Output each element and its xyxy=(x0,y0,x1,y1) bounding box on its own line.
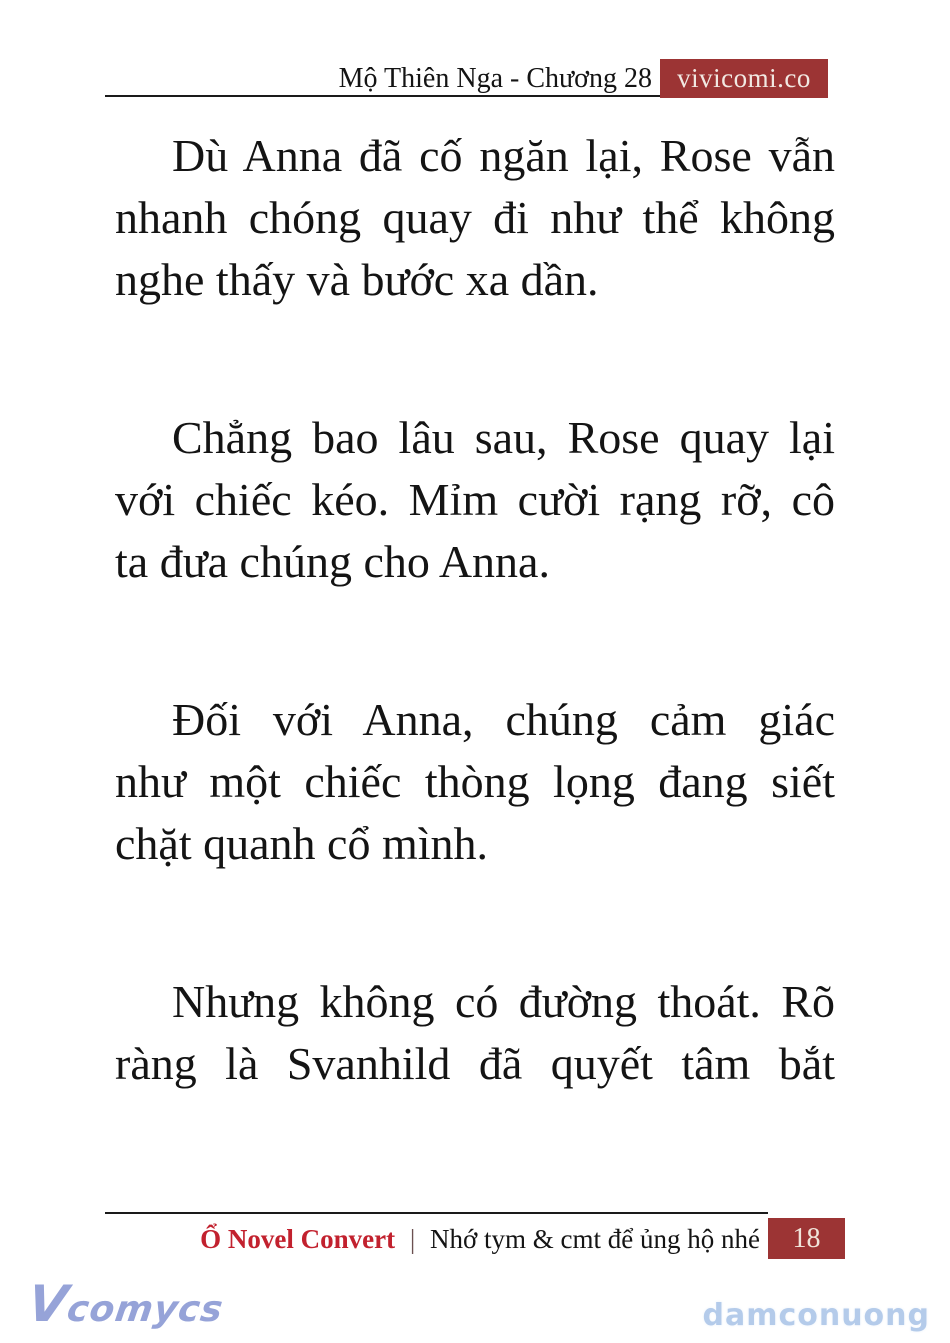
converter-brand: Ổ Novel Convert xyxy=(200,1224,396,1254)
page-number-badge: 18 xyxy=(768,1218,845,1259)
vcomycs-watermark: Vcomycs xyxy=(24,1275,227,1333)
paragraph xyxy=(115,125,835,311)
text-line: ràng là Svanhild đã quyết tâm bắt xyxy=(115,1038,835,1089)
chapter-body xyxy=(115,125,835,1095)
footer-divider xyxy=(105,1212,768,1214)
text-line: ta đưa chúng cho Anna. xyxy=(115,536,550,587)
text-line: Chẳng bao lâu sau, Rose quay lại xyxy=(172,412,835,463)
footer-credit xyxy=(200,1220,760,1258)
text-line: như một chiếc thòng lọng đang siết xyxy=(115,756,835,807)
footer-note: Nhớ tym & cmt để ủng hộ nhé xyxy=(430,1224,760,1254)
damconuong-watermark: damconuong xyxy=(702,1298,930,1333)
site-badge: vivicomi.co xyxy=(660,59,828,98)
text-line: Dù Anna đã cố ngăn lại, Rose vẫn xyxy=(172,130,835,181)
paragraph xyxy=(115,971,835,1095)
text-line: với chiếc kéo. Mỉm cười rạng rỡ, cô xyxy=(115,474,835,525)
footer-separator: | xyxy=(409,1224,416,1254)
text-line: Đối với Anna, chúng cảm giác xyxy=(172,694,835,745)
chapter-title: Mộ Thiên Nga - Chương 28 xyxy=(338,63,652,94)
text-line: chặt quanh cổ mình. xyxy=(115,818,489,869)
text-line: nghe thấy và bước xa dần. xyxy=(115,254,599,305)
text-line: nhanh chóng quay đi như thể không xyxy=(115,192,835,243)
paragraph xyxy=(115,407,835,593)
text-line: Nhưng không có đường thoát. Rõ xyxy=(172,976,835,1027)
paragraph xyxy=(115,689,835,875)
